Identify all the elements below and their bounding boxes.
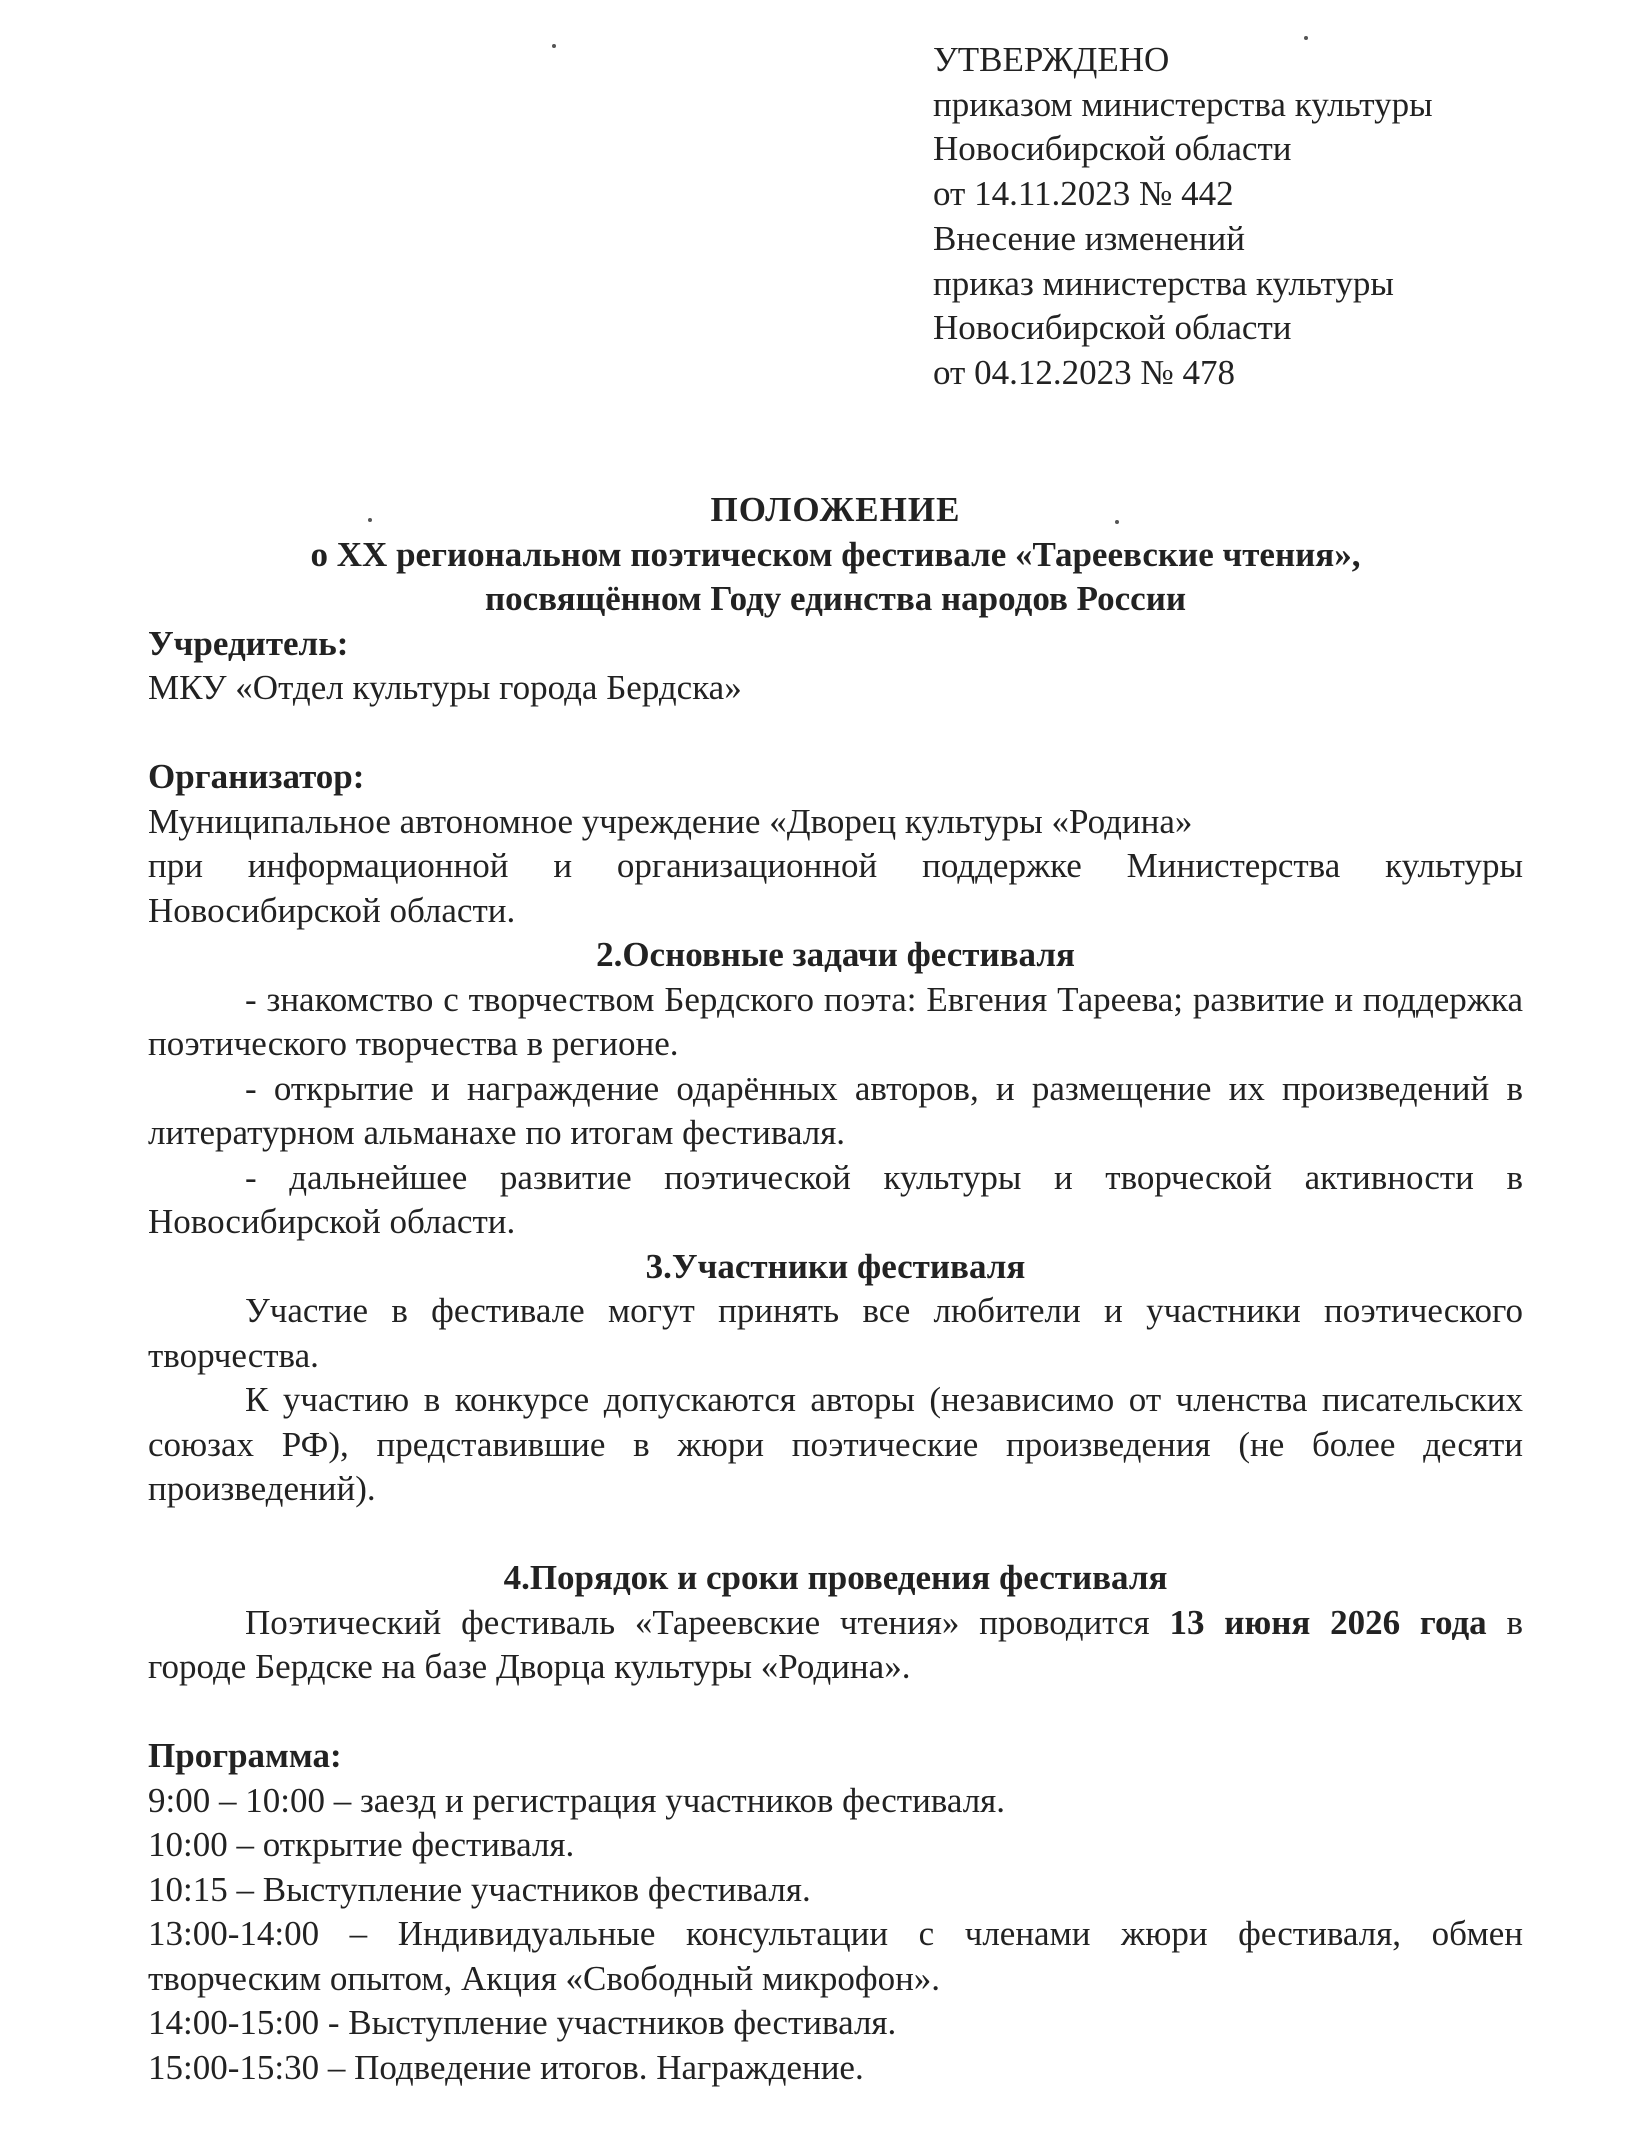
section-heading-tasks: 2.Основные задачи фестиваля (596, 935, 1075, 974)
approval-line: приказом министерства культуры (933, 84, 1433, 124)
program-item: 13:00-14:00 – Индивидуальные консультации с членами жюри фестиваля, обмен творческим опытом, Акция «Свободный микрофон». (148, 1914, 1523, 1998)
program-heading: Программа: (148, 1736, 342, 1775)
approval-line: от 04.12.2023 № 478 (933, 352, 1235, 392)
scan-speck (552, 44, 556, 48)
paragraph-text: в городе Бердске на базе Дворца культуры «Родина». (148, 1602, 1523, 1686)
section-heading-participants: 3.Участники фестиваля (645, 1246, 1026, 1286)
document-subtitle: посвящённом Году единства народов России (484, 579, 1187, 618)
list-item: - открытие и награждение одарённых авторов, и размещение их произведений в литературном альманахе по итогам фестиваля. (148, 1068, 1523, 1152)
spacer (148, 711, 1523, 756)
approval-line: Новосибирской области (933, 129, 1292, 169)
program-item: 15:00-15:30 – Подведение итогов. Награждение. (148, 2047, 864, 2087)
document-subtitle: о XX региональном поэтическом фестивале «Тареевские чтения», (310, 534, 1361, 574)
approval-line: Новосибирской области (933, 308, 1292, 348)
organizer-heading: Организатор: (148, 757, 365, 796)
approval-stamp-block (933, 38, 1613, 396)
approval-line: УТВЕРЖДЕНО (933, 40, 1170, 79)
document-body (148, 488, 1523, 2090)
list-item: - дальнейшее развитие поэтической культуры и творческой активности в Новосибирской области. (148, 1157, 1523, 1241)
program-item: 10:00 – открытие фестиваля. (148, 1825, 575, 1864)
approval-line: Внесение изменений (933, 218, 1245, 258)
program-item: 14:00-15:00 - Выступление участников фестиваля. (148, 2003, 897, 2042)
list-item: - знакомство с творчеством Бердского поэта: Евгения Тареева; развитие и поддержка поэтического творчества в регионе. (148, 979, 1523, 1063)
organizer-text: при информационной и организационной поддержке Министерства культуры Новосибирской области. (148, 846, 1523, 930)
paragraph-text: Поэтический фестиваль «Тареевские чтения» проводится (245, 1602, 1170, 1642)
paragraph (148, 1601, 1523, 1690)
spacer (148, 1512, 1523, 1557)
document-title: ПОЛОЖЕНИЕ (710, 490, 961, 529)
program-item: 10:15 – Выступление участников фестиваля. (148, 1869, 811, 1909)
organizer-text: Муниципальное автономное учреждение «Дворец культуры «Родина» (148, 801, 1193, 841)
program-item: 9:00 – 10:00 – заезд и регистрация участников фестиваля. (148, 1780, 1006, 1820)
spacer (148, 1690, 1523, 1735)
approval-line: от 14.11.2023 № 442 (933, 174, 1234, 214)
approval-line: приказ министерства культуры (933, 263, 1394, 303)
paragraph: Участие в фестивале могут принять все любители и участники поэтического творчества. (148, 1291, 1523, 1375)
festival-date: 13 июня 2026 года (1169, 1602, 1487, 1642)
founder-text: МКУ «Отдел культуры города Бердска» (148, 668, 742, 707)
founder-heading: Учредитель: (148, 623, 349, 663)
section-heading-procedure: 4.Порядок и сроки проведения фестиваля (503, 1558, 1168, 1597)
paragraph: К участию в конкурсе допускаются авторы (независимо от членства писательских союзах РФ), представившие в жюри поэтические произведения (не более десяти произведений). (148, 1380, 1523, 1508)
